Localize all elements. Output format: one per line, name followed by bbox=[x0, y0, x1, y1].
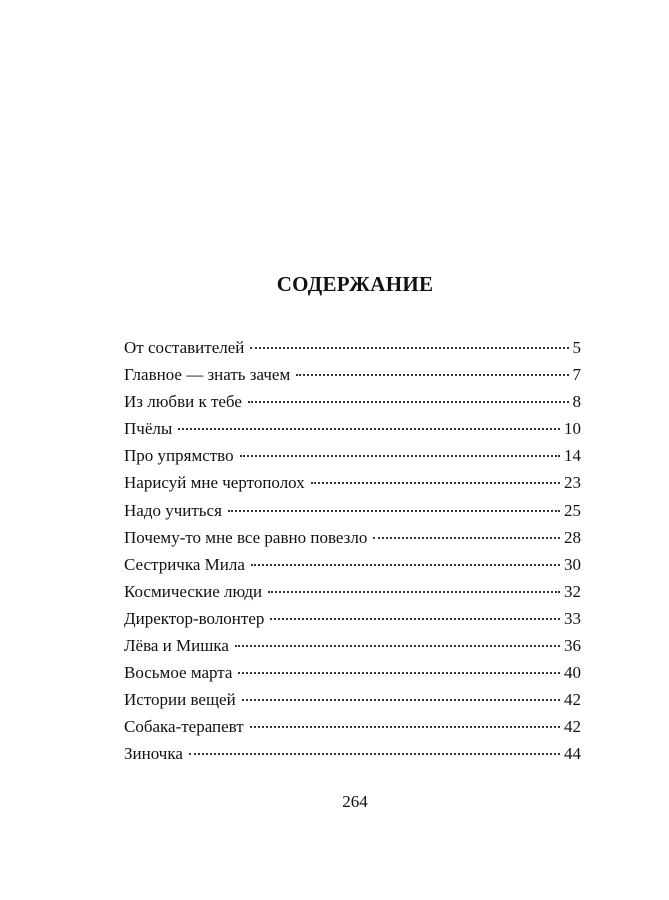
dot-leader bbox=[238, 672, 560, 674]
toc-entry bbox=[124, 605, 581, 632]
toc-entry-title: Восьмое марта bbox=[124, 663, 233, 683]
toc-entry-title: Главное — знать зачем bbox=[124, 365, 291, 385]
dot-leader bbox=[250, 347, 568, 349]
dot-leader bbox=[270, 618, 560, 620]
toc-entry bbox=[124, 659, 581, 686]
page-number: 264 bbox=[342, 792, 368, 811]
toc-heading: СОДЕРЖАНИЕ bbox=[276, 272, 434, 296]
dot-leader bbox=[228, 510, 560, 512]
toc-entry bbox=[124, 334, 581, 361]
toc-entry-page: 14 bbox=[564, 446, 581, 466]
toc-entry-page: 7 bbox=[572, 365, 581, 385]
toc-entry bbox=[124, 524, 581, 551]
toc-entry-page: 33 bbox=[564, 608, 581, 628]
toc-entry bbox=[124, 551, 581, 578]
toc-entry-title: Надо учиться bbox=[124, 500, 222, 520]
toc-entry bbox=[124, 686, 581, 713]
toc-entry-page: 23 bbox=[564, 473, 581, 493]
toc-entry-title: Зиночка bbox=[124, 744, 183, 764]
toc-entry-title: От составителей bbox=[124, 338, 245, 357]
dot-leader bbox=[251, 564, 560, 566]
dot-leader bbox=[311, 482, 560, 484]
toc-entry-title: Про упрямство bbox=[124, 446, 234, 466]
toc-entry bbox=[124, 388, 581, 415]
toc-entry bbox=[124, 415, 581, 442]
dot-leader bbox=[189, 753, 560, 755]
dot-leader bbox=[235, 645, 560, 647]
toc-list bbox=[124, 334, 581, 768]
toc-entry-title: Лёва и Мишка bbox=[124, 636, 229, 656]
toc-entry-title: Сестричка Мила bbox=[124, 554, 245, 574]
toc-entry-page: 30 bbox=[564, 554, 581, 574]
dot-leader bbox=[373, 537, 560, 539]
toc-entry-title: Космические люди bbox=[124, 581, 263, 601]
toc-entry-title: Почему-то мне все равно повезло bbox=[124, 527, 368, 547]
toc-entry-page: 25 bbox=[564, 500, 581, 520]
dot-leader bbox=[240, 455, 560, 457]
toc-entry-title: Директор-волонтер bbox=[124, 608, 265, 628]
toc-entry-page: 44 bbox=[564, 744, 581, 764]
toc-entry-page: 42 bbox=[564, 690, 581, 710]
toc-entry bbox=[124, 578, 581, 605]
dot-leader bbox=[248, 401, 569, 403]
toc-entry-title: Собака-терапевт bbox=[124, 717, 244, 737]
toc-entry bbox=[124, 442, 581, 469]
toc-entry bbox=[124, 740, 581, 767]
toc-entry-page: 28 bbox=[564, 527, 581, 547]
dot-leader bbox=[296, 374, 568, 376]
toc-entry-page: 40 bbox=[564, 663, 581, 683]
toc-entry bbox=[124, 361, 581, 388]
toc-entry-page: 10 bbox=[564, 419, 581, 439]
toc-entry-title: Пчёлы bbox=[124, 419, 173, 439]
toc-entry bbox=[124, 469, 581, 496]
dot-leader bbox=[268, 591, 560, 593]
toc-entry-page: 36 bbox=[564, 636, 581, 656]
toc-entry-title: Истории вещей bbox=[124, 690, 236, 710]
toc-entry bbox=[124, 632, 581, 659]
toc-entry-page: 8 bbox=[572, 392, 581, 412]
toc-entry-page: 42 bbox=[564, 717, 581, 737]
dot-leader bbox=[242, 699, 560, 701]
toc-entry bbox=[124, 713, 581, 740]
toc-entry bbox=[124, 497, 581, 524]
toc-entry-title: Нарисуй мне чертополох bbox=[124, 473, 305, 493]
dot-leader bbox=[178, 428, 560, 430]
toc-entry-page: 5 bbox=[572, 338, 581, 357]
dot-leader bbox=[250, 726, 560, 728]
toc-entry-title: Из любви к тебе bbox=[124, 392, 242, 412]
toc-entry-page: 32 bbox=[564, 581, 581, 601]
